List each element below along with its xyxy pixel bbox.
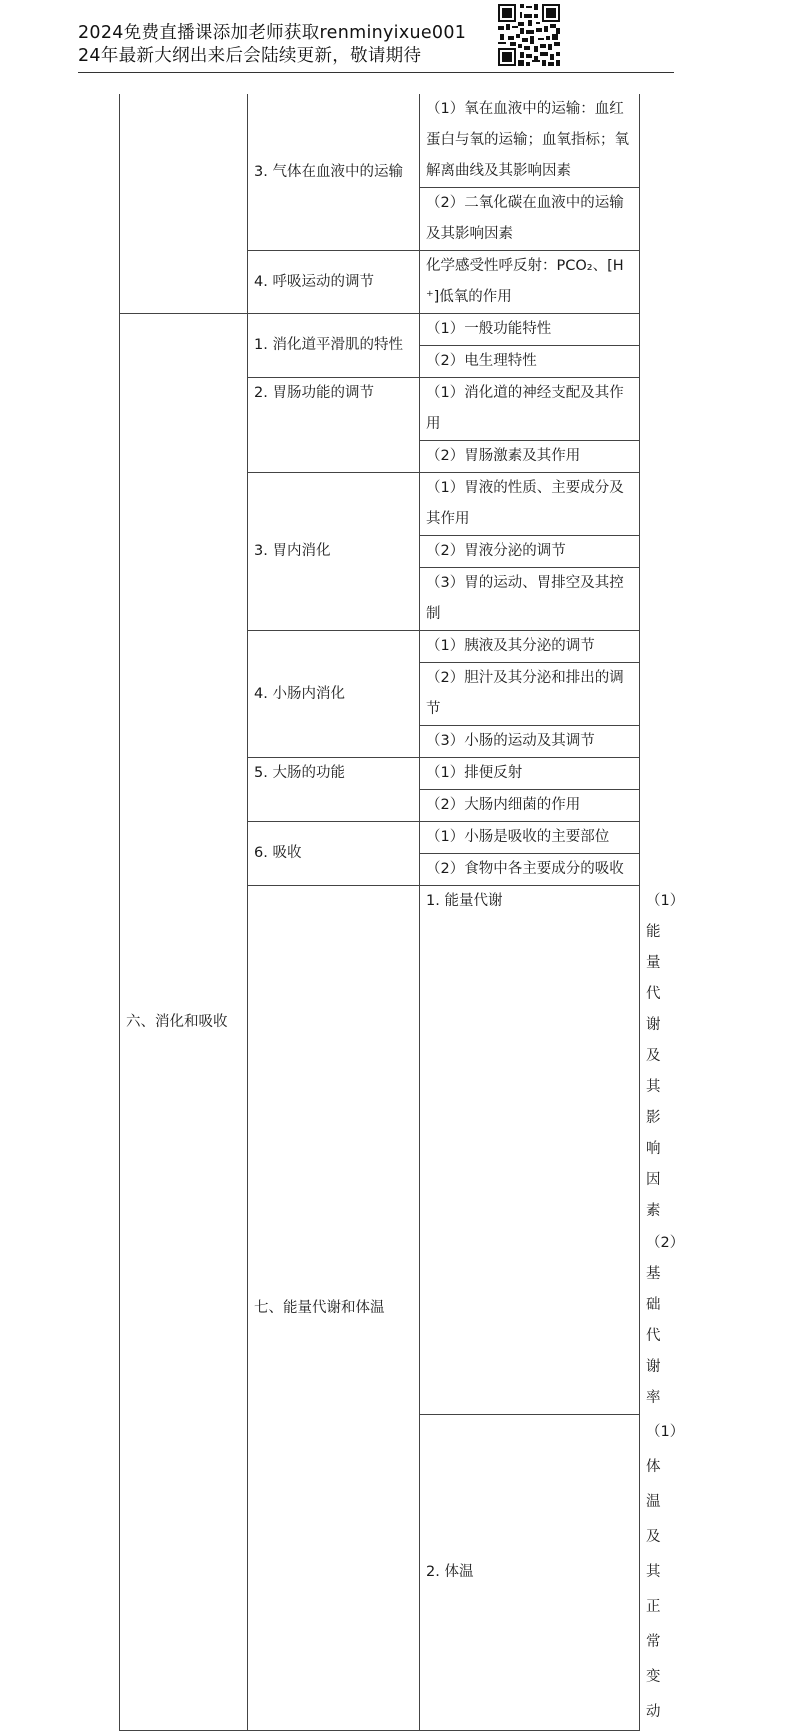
header-line-1: 2024免费直播课添加老师获取renminyixue001 — [78, 23, 467, 43]
item-cell: （2）胃肠激素及其作用 — [420, 441, 640, 473]
category-cell: 六、消化和吸收 — [120, 314, 248, 1731]
item-cell: （2）胆汁及其分泌和排出的调节 — [420, 663, 640, 726]
section-cell: 5. 大肠的功能 — [248, 758, 420, 822]
item-cell: （1）消化道的神经支配及其作用 — [420, 378, 640, 441]
table-row — [120, 314, 640, 346]
section-cell: 4. 呼吸运动的调节 — [248, 251, 420, 314]
item-cell: （2）胃液分泌的调节 — [420, 536, 640, 568]
header-divider — [78, 72, 674, 73]
section-cell: 1. 能量代谢 — [420, 886, 640, 1415]
item-cell: （2）大肠内细菌的作用 — [420, 790, 640, 822]
section-cell: 2. 体温 — [420, 1415, 640, 1731]
item-cell: （1）小肠是吸收的主要部位 — [420, 822, 640, 854]
header-line-2: 24年最新大纲出来后会陆续更新，敬请期待 — [78, 46, 422, 66]
item-cell: （1）排便反射 — [420, 758, 640, 790]
item-cell: （1）一般功能特性 — [420, 314, 640, 346]
section-cell: 1. 消化道平滑肌的特性 — [248, 314, 420, 378]
item-cell: （2）电生理特性 — [420, 346, 640, 378]
item-cell: （1）氧在血液中的运输：血红蛋白与氧的运输；血氧指标；氧解离曲线及其影响因素 — [420, 94, 640, 188]
item-cell: （3）胃的运动、胃排空及其控制 — [420, 568, 640, 631]
table-row: 2. 体温 （1）体温及其正常变动 — [120, 1415, 640, 1731]
section-cell: 4. 小肠内消化 — [248, 631, 420, 758]
qr-code-icon — [496, 2, 562, 68]
item-cell: （3）小肠的运动及其调节 — [420, 726, 640, 758]
section-cell: 6. 吸收 — [248, 822, 420, 886]
table-row — [120, 94, 640, 188]
item-cell: （1）胃液的性质、主要成分及其作用 — [420, 473, 640, 536]
section-cell: 2. 胃肠功能的调节 — [248, 378, 420, 473]
page-header — [78, 22, 478, 68]
item-cell: 化学感受性呼反射：PCO₂、[H⁺]低氧的作用 — [420, 251, 640, 314]
category-cell — [120, 94, 248, 314]
syllabus-table — [119, 94, 685, 1731]
table-row: （2）基础代谢率 — [646, 1235, 685, 1406]
item-cell: （1）胰液及其分泌的调节 — [420, 631, 640, 663]
table-row: 七、能量代谢和体温 1. 能量代谢 （1）能量代谢及其影响因素 — [120, 886, 640, 1228]
section-cell: 3. 胃内消化 — [248, 473, 420, 631]
item-cell: （2）二氧化碳在血液中的运输及其影响因素 — [420, 188, 640, 251]
item-cell: （2）食物中各主要成分的吸收 — [420, 854, 640, 886]
section-cell: 3. 气体在血液中的运输 — [248, 94, 420, 251]
category-cell: 七、能量代谢和体温 — [248, 886, 420, 1731]
